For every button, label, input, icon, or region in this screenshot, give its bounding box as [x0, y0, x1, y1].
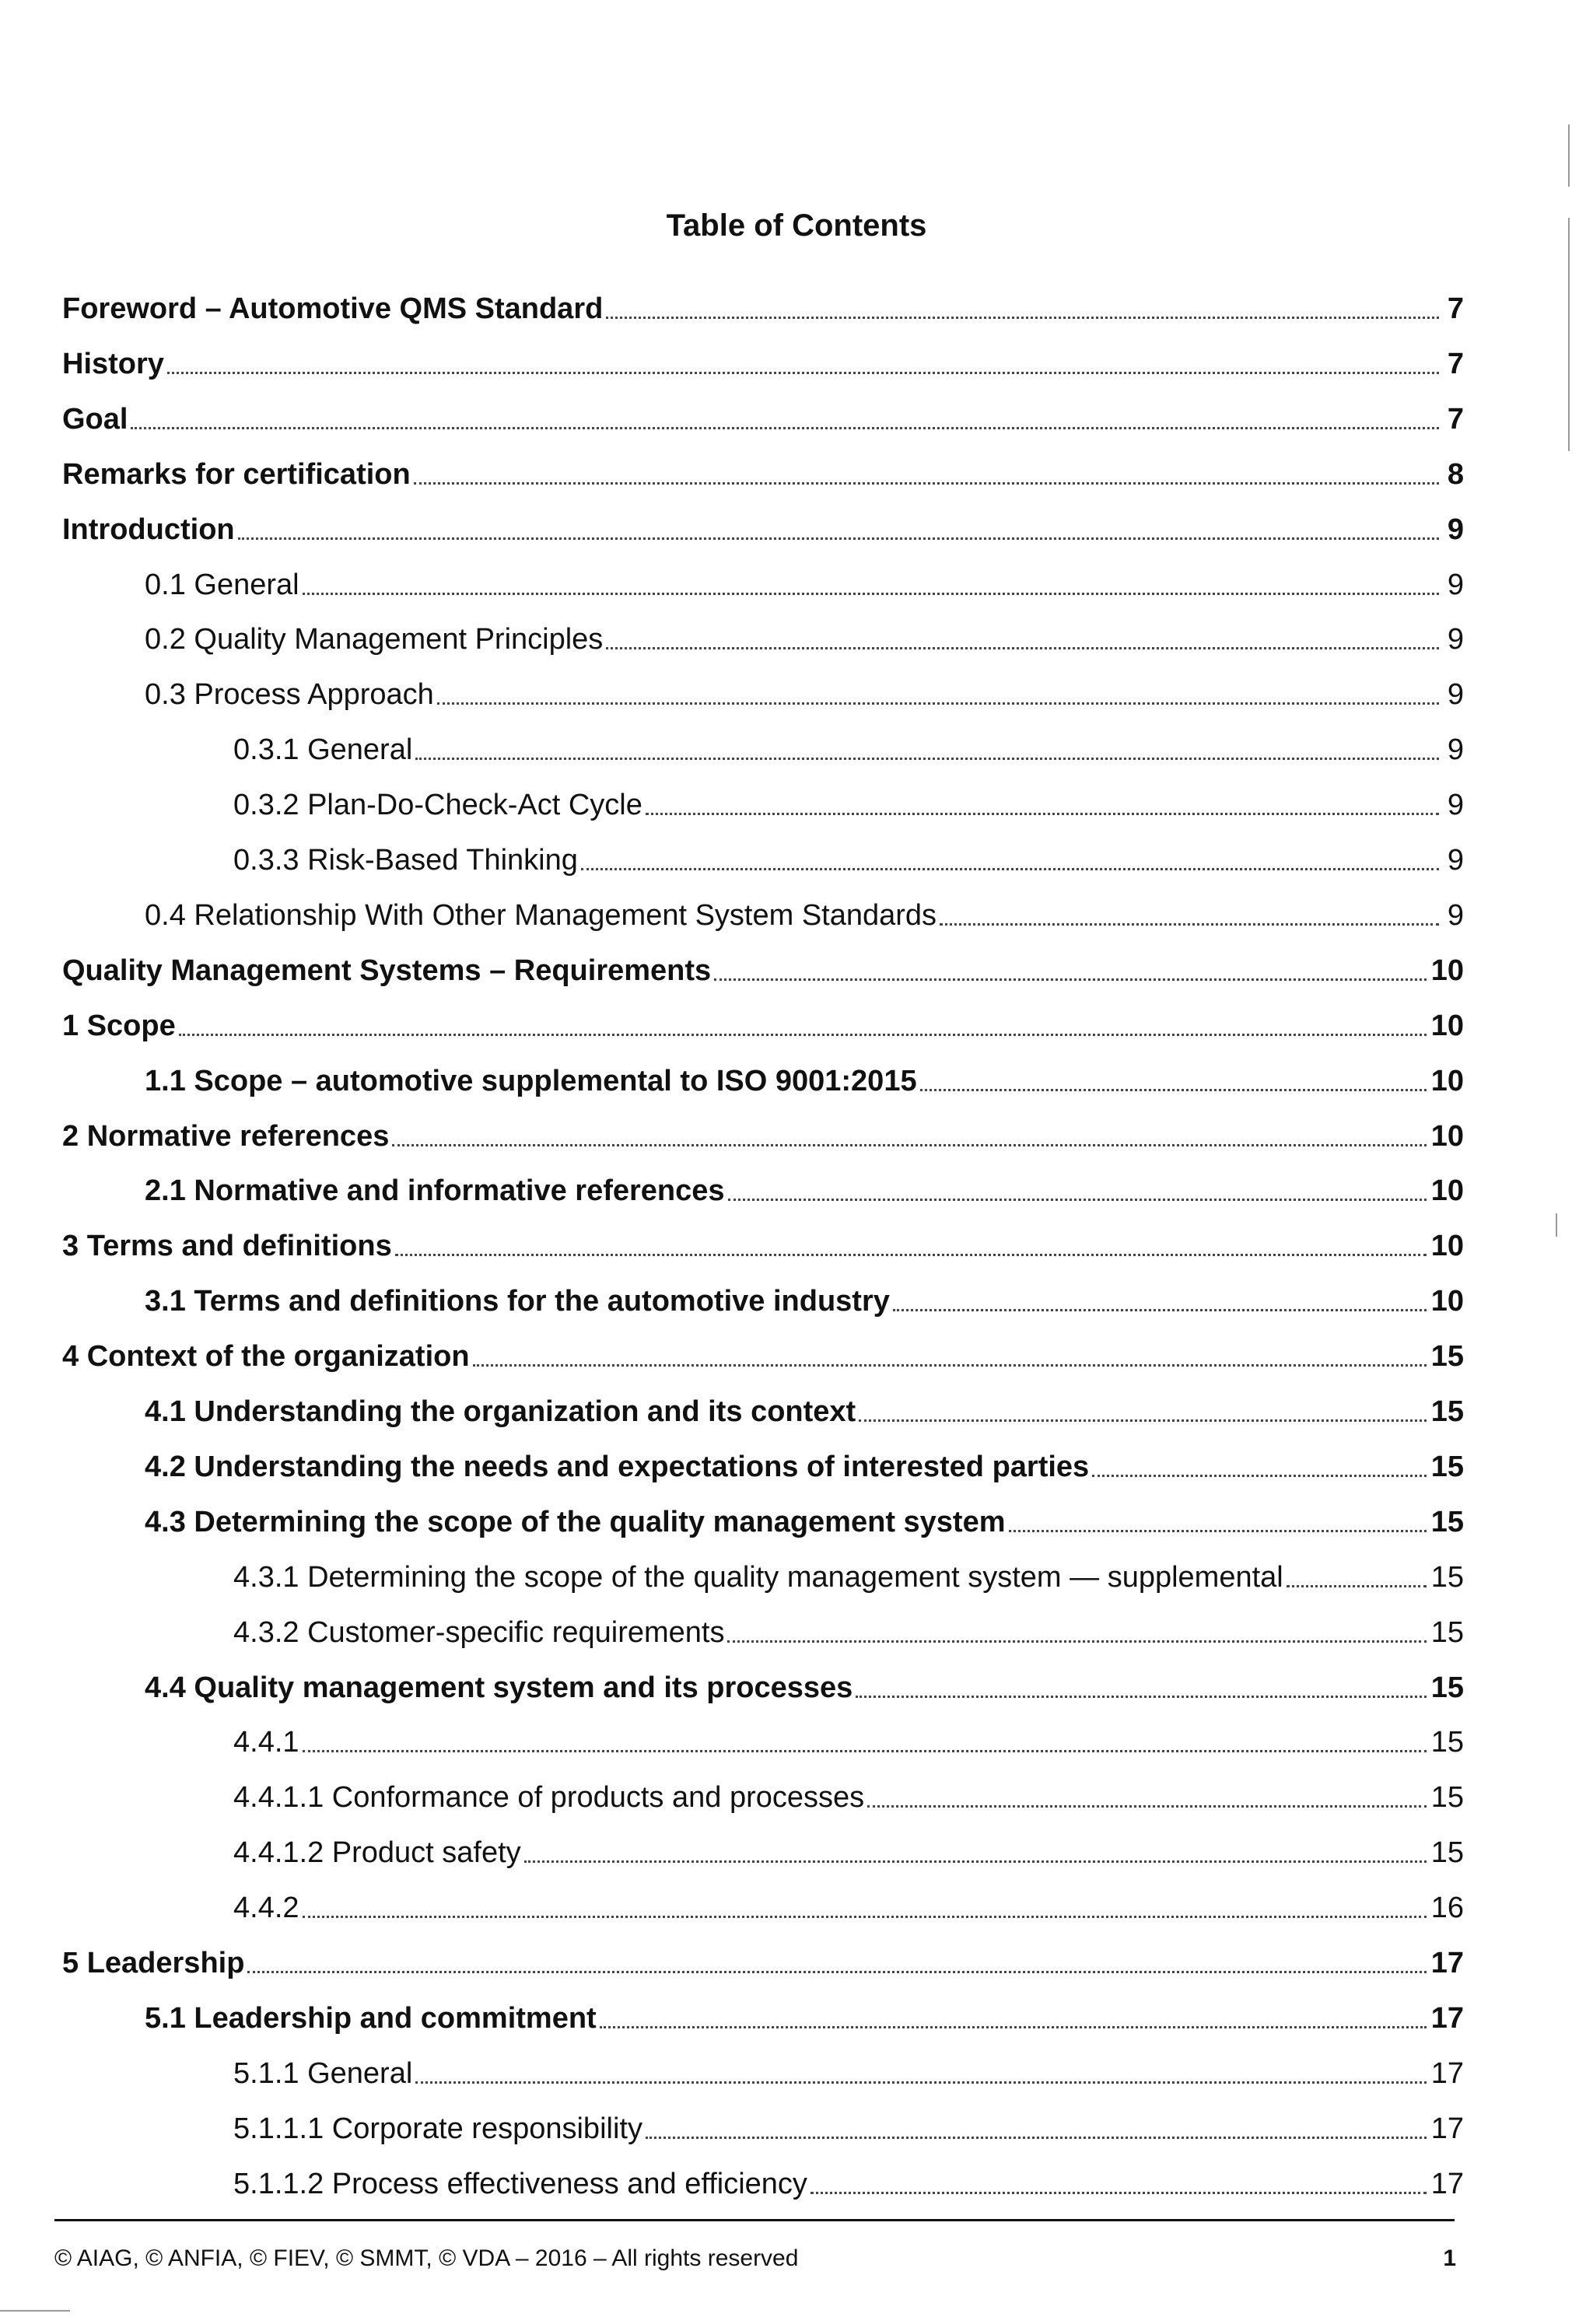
- toc-entry-title: 4.3.1 Determining the scope of the quality management system — supplemental: [233, 1561, 1283, 1594]
- toc-dot-leader: [131, 427, 1439, 429]
- toc-entry-page: 9: [1447, 789, 1464, 821]
- toc-dot-leader: [437, 702, 1439, 705]
- toc-entry[interactable]: [145, 1162, 1464, 1209]
- toc-dot-leader: [606, 647, 1439, 649]
- toc-entry[interactable]: [62, 1328, 1464, 1374]
- toc-dot-leader: [940, 923, 1439, 926]
- toc-entry[interactable]: [62, 1108, 1464, 1154]
- toc-entry-page: 15: [1430, 1340, 1464, 1373]
- toc-entry-title: Remarks for certification: [62, 458, 411, 491]
- toc-entry[interactable]: [145, 1493, 1464, 1540]
- toc-entry-page: 9: [1447, 733, 1464, 766]
- toc-entry-title: 4.3.2 Customer-specific requirements: [233, 1616, 725, 1649]
- toc-entry-title: Introduction: [62, 513, 235, 546]
- toc-entry[interactable]: [145, 666, 1464, 712]
- toc-dot-leader: [811, 2192, 1427, 2194]
- toc-dot-leader: [646, 813, 1439, 815]
- toc-entry-page: 15: [1430, 1451, 1464, 1483]
- toc-entry-page: 15: [1430, 1395, 1464, 1428]
- toc-entry-title: 3 Terms and definitions: [62, 1230, 392, 1262]
- toc-entry-title: 0.3.1 General: [233, 733, 413, 766]
- toc-dot-leader: [1009, 1530, 1427, 1532]
- toc-entry-page: 7: [1447, 403, 1464, 436]
- toc-entry-title: History: [62, 348, 164, 380]
- toc-entry-title: Goal: [62, 403, 128, 436]
- toc-entry-title: 5.1 Leadership and commitment: [145, 2002, 597, 2035]
- scan-edge-mark: [1568, 218, 1570, 451]
- toc-entry-title: 0.3 Process Approach: [145, 678, 434, 711]
- page-title: Table of Contents: [666, 208, 927, 243]
- toc-dot-leader: [238, 537, 1439, 540]
- toc-dot-leader: [728, 1199, 1427, 1201]
- toc-entry-title: 0.3.2 Plan-Do-Check-Act Cycle: [233, 789, 642, 821]
- toc-entry[interactable]: [62, 1934, 1464, 1981]
- toc-entry[interactable]: [62, 501, 1464, 548]
- toc-entry[interactable]: [145, 1659, 1464, 1706]
- toc-entry[interactable]: [145, 1052, 1464, 1099]
- toc-entry-page: 9: [1447, 678, 1464, 711]
- toc-entry-title: 2 Normative references: [62, 1120, 390, 1153]
- toc-dot-leader: [473, 1364, 1427, 1367]
- toc-entry[interactable]: [233, 721, 1464, 768]
- toc-entry-title: 1.1 Scope – automotive supplemental to ISO 9001:2015: [145, 1065, 917, 1097]
- toc-entry-title: 0.4 Relationship With Other Management System Standards: [145, 899, 937, 932]
- footer-divider: [54, 2219, 1455, 2221]
- toc-entry[interactable]: [233, 776, 1464, 823]
- toc-dot-leader: [867, 1805, 1427, 1808]
- toc-entry-title: 0.2 Quality Management Principles: [145, 623, 604, 656]
- toc-dot-leader: [303, 593, 1439, 595]
- toc-dot-leader: [893, 1309, 1427, 1311]
- toc-entry-page: 10: [1430, 1285, 1464, 1318]
- toc-entry-page: 9: [1447, 899, 1464, 932]
- toc-entry-page: 17: [1430, 2002, 1464, 2035]
- toc-entry-page: 15: [1430, 1506, 1464, 1538]
- toc-entry-page: 17: [1430, 2168, 1464, 2200]
- toc-entry[interactable]: [145, 1438, 1464, 1485]
- toc-dot-leader: [179, 1034, 1427, 1036]
- toc-entry[interactable]: [62, 446, 1464, 492]
- toc-entry-title: 4.4.1.2 Product safety: [233, 1836, 521, 1869]
- toc-entry-page: 9: [1447, 623, 1464, 656]
- toc-dot-leader: [1092, 1475, 1427, 1477]
- toc-entry-page: 9: [1447, 844, 1464, 877]
- toc-entry-page: 7: [1447, 348, 1464, 380]
- toc-entry-page: 10: [1430, 954, 1464, 987]
- toc-entry-title: 5.1.1 General: [233, 2057, 413, 2090]
- toc-dot-leader: [415, 2081, 1426, 2084]
- toc-entry-title: 0.1 General: [145, 569, 299, 601]
- toc-entry[interactable]: [233, 2100, 1464, 2147]
- toc-entry[interactable]: [145, 556, 1464, 603]
- footer-copyright: © AIAG, © ANFIA, © FIEV, © SMMT, © VDA – 2016 – All rights reserved: [54, 2245, 799, 2271]
- toc-entry-page: 10: [1430, 1010, 1464, 1042]
- toc-entry-page: 17: [1430, 2112, 1464, 2145]
- toc-dot-leader: [247, 1971, 1426, 1973]
- toc-entry-title: 4 Context of the organization: [62, 1340, 470, 1373]
- toc-entry[interactable]: [233, 2155, 1464, 2202]
- toc-entry-page: 10: [1430, 1065, 1464, 1097]
- toc-entry-title: 4.3 Determining the scope of the quality management system: [145, 1506, 1006, 1538]
- toc-entry-page: 7: [1447, 292, 1464, 325]
- toc-entry-title: 4.4 Quality management system and its processes: [145, 1671, 853, 1704]
- toc-entry-page: 10: [1430, 1174, 1464, 1207]
- toc-entry-title: 4.4.1.1 Conformance of products and processes: [233, 1781, 865, 1814]
- toc-entry[interactable]: [145, 1383, 1464, 1430]
- toc-entry-page: 9: [1447, 513, 1464, 546]
- toc-dot-leader: [414, 482, 1439, 485]
- toc-dot-leader: [920, 1089, 1427, 1091]
- toc-entry[interactable]: [62, 997, 1464, 1044]
- toc-entry-title: 5.1.1.1 Corporate responsibility: [233, 2112, 642, 2145]
- scan-edge-mark: [1556, 1213, 1557, 1237]
- toc-entry-page: 9: [1447, 569, 1464, 601]
- toc-entry-page: 16: [1430, 1892, 1464, 1924]
- toc-dot-leader: [392, 1144, 1426, 1146]
- toc-entry-title: 4.2 Understanding the needs and expectations of interested parties: [145, 1451, 1090, 1483]
- toc-entry-page: 17: [1430, 1947, 1464, 1979]
- toc-entry-page: 15: [1430, 1671, 1464, 1704]
- toc-dot-leader: [646, 2137, 1427, 2139]
- toc-entry-title: 4.4.1: [233, 1726, 299, 1759]
- toc-entry-title: 3.1 Terms and definitions for the automotive industry: [145, 1285, 890, 1318]
- toc-entry-page: 10: [1430, 1230, 1464, 1262]
- toc-entry-title: 5.1.1.2 Process effectiveness and efficiency: [233, 2168, 807, 2200]
- toc-entry-page: 15: [1430, 1781, 1464, 1814]
- toc-dot-leader: [395, 1254, 1427, 1256]
- toc-entry-page: 15: [1430, 1616, 1464, 1649]
- toc-entry[interactable]: [62, 942, 1464, 989]
- toc-entry-title: 4.4.2: [233, 1892, 299, 1924]
- toc-entry[interactable]: [62, 280, 1464, 327]
- toc-dot-leader: [581, 868, 1439, 870]
- toc-entry[interactable]: [233, 1824, 1464, 1871]
- toc-entry-title: 4.1 Understanding the organization and its context: [145, 1395, 856, 1428]
- toc-dot-leader: [714, 978, 1427, 981]
- toc-dot-leader: [303, 1750, 1427, 1752]
- toc-entry[interactable]: [233, 831, 1464, 878]
- toc-entry[interactable]: [233, 2045, 1464, 2091]
- toc-entry[interactable]: [145, 1272, 1464, 1319]
- toc-dot-leader: [727, 1640, 1426, 1643]
- toc-entry-page: 15: [1430, 1726, 1464, 1759]
- toc-entry-page: 10: [1430, 1120, 1464, 1153]
- scan-edge-mark: [1568, 124, 1570, 187]
- scan-edge-mark: [0, 2310, 70, 2312]
- toc-entry-title: 5 Leadership: [62, 1947, 245, 1979]
- toc-entry[interactable]: [145, 611, 1464, 657]
- toc-dot-leader: [303, 1916, 1427, 1918]
- toc-entry-title: Foreword – Automotive QMS Standard: [62, 292, 604, 325]
- toc-entry[interactable]: [62, 1217, 1464, 1264]
- footer-page-number: 1: [1443, 2245, 1456, 2271]
- toc-entry[interactable]: [233, 1549, 1464, 1595]
- toc-entry[interactable]: [145, 887, 1464, 933]
- toc-entry[interactable]: [233, 1713, 1464, 1760]
- toc-dot-leader: [859, 1419, 1427, 1422]
- toc-dot-leader: [415, 758, 1439, 760]
- toc-entry-page: 15: [1430, 1836, 1464, 1869]
- toc-dot-leader: [167, 372, 1439, 374]
- toc-entry[interactable]: [62, 335, 1464, 382]
- toc-entry[interactable]: [233, 1604, 1464, 1650]
- toc-dot-leader: [524, 1860, 1427, 1863]
- toc-dot-leader: [856, 1696, 1426, 1698]
- toc-dot-leader: [600, 2026, 1427, 2028]
- toc-entry-title: 0.3.3 Risk-Based Thinking: [233, 844, 578, 877]
- toc-dot-leader: [606, 317, 1439, 319]
- toc-entry-page: 15: [1430, 1561, 1464, 1594]
- toc-entry-page: 17: [1430, 2057, 1464, 2090]
- toc-entry-page: 8: [1447, 458, 1464, 491]
- toc-dot-leader: [1287, 1585, 1427, 1587]
- toc-entry[interactable]: [145, 1990, 1464, 2036]
- toc-entry-title: Quality Management Systems – Requirements: [62, 954, 712, 987]
- toc-entry-title: 1 Scope: [62, 1010, 176, 1042]
- toc-entry[interactable]: [233, 1879, 1464, 1926]
- toc-entry[interactable]: [233, 1769, 1464, 1815]
- toc-entry-title: 2.1 Normative and informative references: [145, 1174, 725, 1207]
- toc-entry[interactable]: [62, 390, 1464, 437]
